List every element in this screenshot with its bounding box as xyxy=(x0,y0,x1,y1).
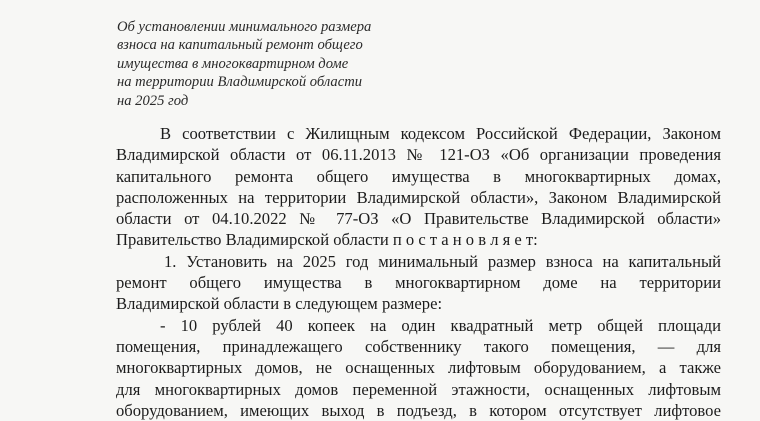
title-line: на 2025 год xyxy=(117,92,189,109)
body-line: - 10 рублей 40 копеек на один квадратный метр общей площади xyxy=(160,315,721,335)
body-line: оборудованием, имеющих выход в подъезд, в котором отсутствует лифтовое xyxy=(116,400,721,420)
body-line: 1. Установить на 2025 год минимальный размер взноса на капитальный xyxy=(164,251,721,271)
title-line: имущества в многоквартирном доме xyxy=(117,55,349,72)
body-line: области от 04.10.2022 № 77-ОЗ «О Правительстве Владимирской области» xyxy=(116,209,721,229)
body-line: помещения, принадлежащего собственнику такого помещения, — для xyxy=(116,336,721,356)
body-line: для многоквартирных домов переменной этажности, оснащенных лифтовым xyxy=(116,379,721,399)
body-line: Владимирской области в следующем размере: xyxy=(116,294,443,314)
document-title xyxy=(117,18,417,110)
title-line: Об установлении минимального размера xyxy=(117,19,372,35)
body-line: многоквартирных домов, не оснащенных лифтовым оборудованием, а также xyxy=(116,358,721,378)
title-line: взноса на капитальный ремонт общего xyxy=(117,37,363,54)
body-line: В соответствии с Жилищным кодексом Российской Федерации, Законом xyxy=(160,124,721,143)
body-line: Правительство Владимирской области п о с т а н о в л я е т: xyxy=(116,230,538,250)
body-line: Владимирской области от 06.11.2013 № 121-ОЗ «Об организации проведения xyxy=(116,145,721,165)
body-line: расположенных на территории Владимирской области», Законом Владимирской xyxy=(116,187,721,207)
document-body xyxy=(116,123,721,421)
title-line: на территории Владимирской области xyxy=(117,74,363,91)
body-line: ремонт общего имущества в многоквартирном доме на территории xyxy=(116,273,721,293)
body-line: капитального ремонта общего имущества в многоквартирных домах, xyxy=(116,166,721,186)
